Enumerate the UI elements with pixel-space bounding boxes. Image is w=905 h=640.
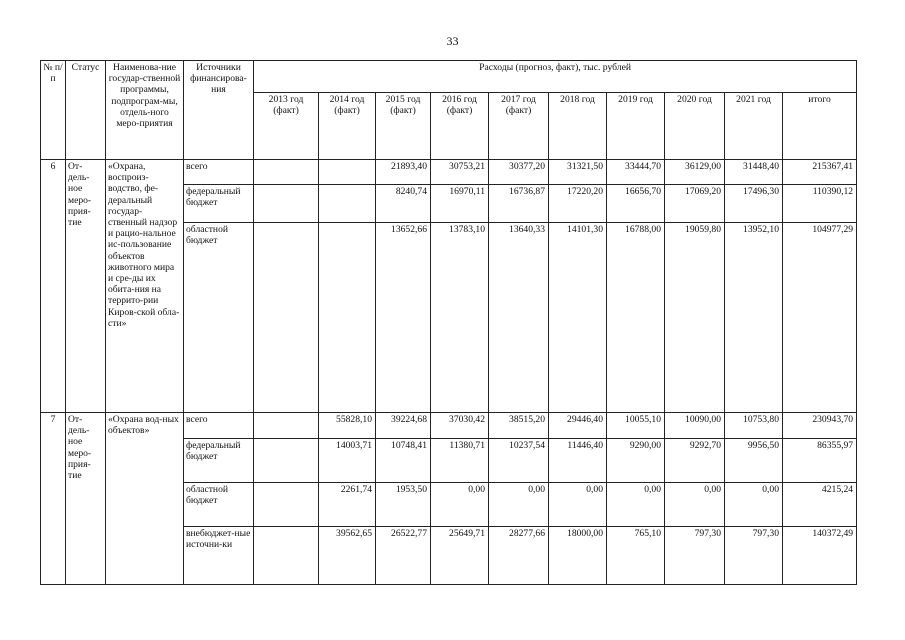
cell-value: 10055,10 xyxy=(607,413,665,439)
cell-value xyxy=(319,223,376,413)
col-header-status: Статус xyxy=(66,61,106,160)
row-number: 7 xyxy=(41,413,66,585)
cell-value: 30377,20 xyxy=(489,160,549,185)
cell-value xyxy=(254,527,319,585)
cell-value: 9956,50 xyxy=(725,439,783,483)
row-source: всего xyxy=(184,413,254,439)
cell-value: 31321,50 xyxy=(549,160,607,185)
cell-value xyxy=(319,160,376,185)
cell-value: 29446,40 xyxy=(549,413,607,439)
cell-total: 140372,49 xyxy=(783,527,857,585)
cell-value: 797,30 xyxy=(665,527,725,585)
cell-value: 28277,66 xyxy=(489,527,549,585)
cell-value: 13952,10 xyxy=(725,223,783,413)
cell-value xyxy=(254,439,319,483)
col-header-source: Источники финансирова-ния xyxy=(184,61,254,160)
cell-value: 1953,50 xyxy=(376,483,431,527)
cell-value: 37030,42 xyxy=(431,413,489,439)
year-header: 2017 год (факт) xyxy=(489,93,549,160)
row-source: всего xyxy=(184,160,254,185)
cell-value: 11380,71 xyxy=(431,439,489,483)
year-header: 2020 год xyxy=(665,93,725,160)
cell-value xyxy=(254,483,319,527)
budget-table xyxy=(40,60,857,585)
row-status: От-дель-ное меро-прия-тие xyxy=(66,413,106,585)
year-header: 2015 год (факт) xyxy=(376,93,431,160)
year-header: 2014 год (факт) xyxy=(319,93,376,160)
cell-value: 11446,40 xyxy=(549,439,607,483)
row-source: федеральный бюджет xyxy=(184,439,254,483)
cell-value xyxy=(254,223,319,413)
cell-value: 10237,54 xyxy=(489,439,549,483)
year-header: 2019 год xyxy=(607,93,665,160)
cell-value: 10748,41 xyxy=(376,439,431,483)
cell-value: 0,00 xyxy=(665,483,725,527)
cell-total: 4215,24 xyxy=(783,483,857,527)
page-number: 33 xyxy=(446,34,459,48)
cell-value: 16788,00 xyxy=(607,223,665,413)
cell-value: 0,00 xyxy=(431,483,489,527)
cell-value: 13640,33 xyxy=(489,223,549,413)
col-header-num: № п/п xyxy=(41,61,66,160)
cell-total: 230943,70 xyxy=(783,413,857,439)
cell-value: 9292,70 xyxy=(665,439,725,483)
cell-value: 2261,74 xyxy=(319,483,376,527)
cell-value: 39224,68 xyxy=(376,413,431,439)
cell-value xyxy=(254,413,319,439)
cell-value: 0,00 xyxy=(549,483,607,527)
cell-total: 86355,97 xyxy=(783,439,857,483)
cell-value: 14101,30 xyxy=(549,223,607,413)
year-header: 2013 год (факт) xyxy=(254,93,319,160)
col-header-name: Наименова-ние государ-ственной программы, подпрограм-мы, отдель-ного меро-приятия xyxy=(106,61,184,160)
year-header: 2021 год xyxy=(725,93,783,160)
cell-value: 31448,40 xyxy=(725,160,783,185)
cell-value: 0,00 xyxy=(489,483,549,527)
cell-value: 18000,00 xyxy=(549,527,607,585)
table-row xyxy=(41,160,857,185)
table-row xyxy=(41,413,857,439)
cell-value: 55828,10 xyxy=(319,413,376,439)
row-source: внебюджет-ные источни-ки xyxy=(184,527,254,585)
cell-value: 25649,71 xyxy=(431,527,489,585)
cell-value: 36129,00 xyxy=(665,160,725,185)
row-source: областной бюджет xyxy=(184,223,254,413)
cell-value: 16656,70 xyxy=(607,185,665,223)
cell-total: 104977,29 xyxy=(783,223,857,413)
cell-value: 13652,66 xyxy=(376,223,431,413)
cell-value: 10753,80 xyxy=(725,413,783,439)
cell-value: 38515,20 xyxy=(489,413,549,439)
cell-value xyxy=(319,185,376,223)
row-source: федеральный бюджет xyxy=(184,185,254,223)
cell-value: 39562,65 xyxy=(319,527,376,585)
cell-value: 16736,87 xyxy=(489,185,549,223)
cell-value: 765,10 xyxy=(607,527,665,585)
cell-value: 797,30 xyxy=(725,527,783,585)
cell-value: 17220,20 xyxy=(549,185,607,223)
row-program-name: «Охрана, воспроиз-водство, фе-деральный государ-ственный надзор и рацио-нальное ис-пользование объектов животного мира и сре-ды их обита-ния на террито-рии Киров-ской обла-сти» xyxy=(106,160,184,413)
row-status: От-дель-ное меро-прия-тие xyxy=(66,160,106,413)
row-program-name: «Охрана вод-ных объектов» xyxy=(106,413,184,585)
cell-value: 10090,00 xyxy=(665,413,725,439)
cell-value: 17069,20 xyxy=(665,185,725,223)
year-header: 2018 год xyxy=(549,93,607,160)
cell-value: 26522,77 xyxy=(376,527,431,585)
cell-value: 14003,71 xyxy=(319,439,376,483)
cell-value: 9290,00 xyxy=(607,439,665,483)
cell-value: 0,00 xyxy=(725,483,783,527)
cell-value xyxy=(254,160,319,185)
col-header-expenses: Расходы (прогноз, факт), тыс. рублей xyxy=(254,61,857,93)
cell-value: 21893,40 xyxy=(376,160,431,185)
cell-value: 33444,70 xyxy=(607,160,665,185)
header-row-1 xyxy=(41,61,857,93)
year-header: 2016 год (факт) xyxy=(431,93,489,160)
cell-total: 215367,41 xyxy=(783,160,857,185)
cell-value: 8240,74 xyxy=(376,185,431,223)
cell-value: 0,00 xyxy=(607,483,665,527)
cell-value: 17496,30 xyxy=(725,185,783,223)
row-source: областной бюджет xyxy=(184,483,254,527)
cell-value: 19059,80 xyxy=(665,223,725,413)
year-header-total: итого xyxy=(783,93,857,160)
cell-value: 13783,10 xyxy=(431,223,489,413)
cell-value: 30753,21 xyxy=(431,160,489,185)
row-number: 6 xyxy=(41,160,66,413)
cell-value: 16970,11 xyxy=(431,185,489,223)
cell-value xyxy=(254,185,319,223)
cell-total: 110390,12 xyxy=(783,185,857,223)
